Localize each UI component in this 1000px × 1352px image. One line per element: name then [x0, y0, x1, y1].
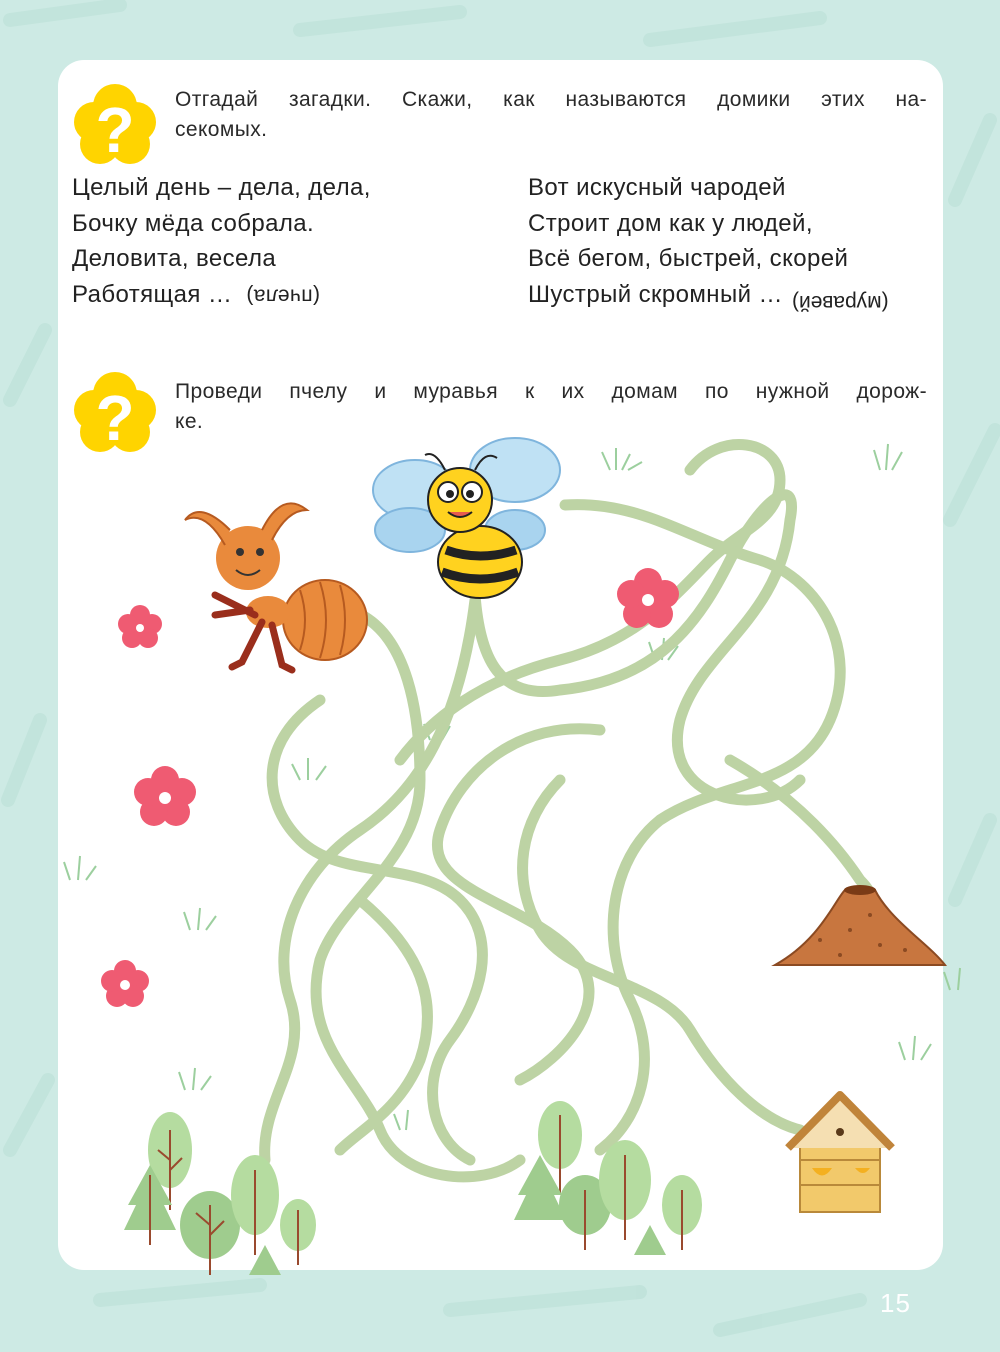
- riddle-ant-line: Всё бегом, быстрей, скорей: [528, 245, 849, 272]
- riddle-bee-answer: (пчела): [246, 284, 321, 307]
- riddle-bee-line: Работящая …: [72, 280, 233, 308]
- bee-icon: [373, 438, 560, 598]
- task2-instruction-line2: ке.: [175, 410, 204, 433]
- tree-icons: [124, 1101, 702, 1275]
- task2-instruction-line1: Проведи пчелу и муравья к их домам по нужной дорож-: [175, 380, 927, 403]
- anthill-icon: [775, 885, 945, 965]
- question-symbol: ?: [95, 382, 135, 454]
- riddle-bee-line: Деловита, весела: [72, 245, 277, 272]
- riddle-bee-line: Бочку мёда собрала.: [72, 209, 315, 237]
- task1-instruction-line1: Отгадай загадки. Скажи, как называются домики этих на-: [175, 88, 927, 111]
- riddle-ant-answer: (муравей): [792, 291, 889, 314]
- page-number: 15: [880, 1288, 911, 1318]
- task1-instruction-line2: секомых.: [175, 118, 268, 141]
- ant-icon: [185, 503, 367, 670]
- riddle-ant-line: Вот искусный чародей: [528, 174, 786, 201]
- riddle-ant-line: Шустрый скромный …: [528, 280, 783, 308]
- riddle-ant-line: Строит дом как у людей,: [528, 209, 813, 237]
- beehive-icon: [788, 1095, 892, 1212]
- question-symbol: ?: [95, 94, 135, 166]
- riddle-bee-line: Целый день – дела, дела,: [72, 174, 371, 201]
- maze-paths: [265, 445, 877, 1177]
